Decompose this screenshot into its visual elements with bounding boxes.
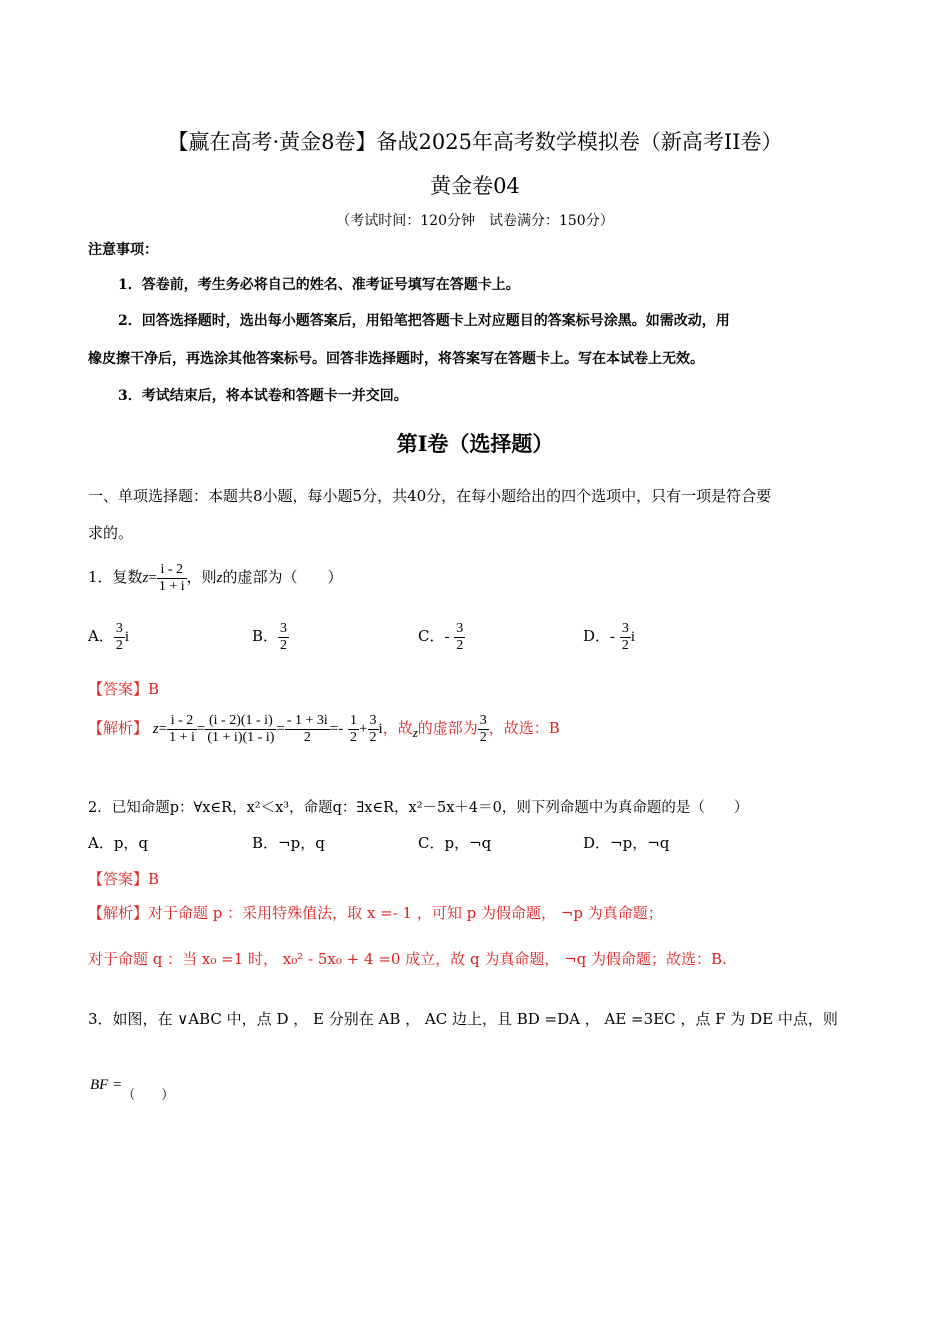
- q1-fraction: [157, 562, 187, 594]
- q3-tail-paren: （ ）: [122, 1088, 175, 1103]
- q1-suffix2: 的虚部为（ ）: [222, 568, 343, 586]
- section-title: 第I卷（选择题）: [396, 431, 554, 456]
- q1-frac-num: i - 2: [157, 562, 187, 578]
- q1-option-d-label: D．: [583, 627, 611, 645]
- q1-option-c-num: 3: [456, 621, 464, 637]
- q1-option-d-frac: [620, 621, 631, 653]
- q1-option-a-tail: i: [124, 629, 130, 645]
- q1-stem: [88, 557, 343, 598]
- q1-option-a-frac: [114, 621, 125, 653]
- q1-option-c-label: C．: [418, 627, 445, 645]
- q1-option-d-sign: -: [610, 629, 616, 645]
- q1-sol-eq3: =: [276, 721, 285, 737]
- q1-option-b-label: B．: [252, 627, 279, 645]
- q1-sol-frac6: [478, 713, 489, 745]
- q1-sol-text3: ，故选：B: [488, 719, 560, 737]
- q1-sol-zvar: z: [412, 725, 418, 740]
- q1-option-d-tail: i: [630, 629, 635, 645]
- section-instruction-cont: 求的。: [88, 524, 134, 542]
- notes-item-1: 1．答卷前，考生务必将自己的姓名、准考证号填写在答题卡上。: [118, 277, 520, 293]
- q2-option-d[interactable]: D．¬p，¬q: [583, 834, 670, 852]
- q1-sol-frac2-num: (i - 2)(1 - i): [205, 713, 276, 729]
- exam-subtitle: 黄金卷04: [430, 174, 520, 198]
- q2-option-c[interactable]: C．p，¬q: [418, 834, 492, 852]
- q1-var-z: z: [142, 570, 149, 586]
- q1-sol-eq2: =: [196, 721, 206, 737]
- q1-sol-i: i: [378, 721, 383, 737]
- q2-option-b[interactable]: B．¬p，q: [252, 834, 325, 852]
- q1-analysis: [88, 706, 560, 755]
- q2-analysis-line2: 对于命题 q ：当 x₀ =1 时， x₀² - 5x₀ + 4 =0 成立，故 q 为真命题， ¬q 为假命题；故选：B.: [88, 950, 727, 968]
- q1-sol-z: z: [152, 721, 159, 737]
- section-instruction: 一、单项选择题：本题共8小题，每小题5分，共40分，在每小题给出的四个选项中，只有一项是符合要: [88, 487, 772, 505]
- q1-sol-frac6-num: 3: [479, 713, 487, 729]
- q2-answer: 【答案】B: [88, 870, 160, 888]
- q1-frac-den: 1 + i: [158, 578, 185, 594]
- q1-sol-text1: ，故: [382, 719, 413, 737]
- q1-sol-eq4: =-: [329, 721, 344, 737]
- q1-sol-frac6-den: 2: [479, 729, 487, 745]
- q1-prefix: 1．复数: [88, 568, 143, 586]
- q1-option-c-sign: -: [444, 629, 450, 645]
- q1-eq: =: [148, 570, 157, 586]
- q1-option-b[interactable]: [252, 616, 289, 656]
- q1-sol-frac1-den: 1 + i: [169, 729, 195, 745]
- notes-item-3: 3．考试结束后，将本试卷和答题卡一并交回。: [118, 388, 408, 404]
- q1-var-z2: z: [216, 570, 223, 586]
- q1-sol-frac3-den: 2: [303, 729, 311, 745]
- q1-option-a-num: 3: [115, 621, 123, 637]
- q1-sol-frac2-den: (1 + i)(1 - i): [207, 729, 275, 745]
- q1-option-b-den: 2: [280, 637, 288, 653]
- q3-stem: 3．如图，在 ∨ABC 中，点 D ， E 分别在 AB ， AC 边上，且 BD =DA ， AE =3EC ，点 F 为 DE 中点，则: [88, 1010, 838, 1028]
- notes-heading: 注意事项：: [88, 242, 158, 258]
- q2-analysis-line1: 【解析】对于命题 p ：采用特殊值法，取 x =- 1 ，可知 p 为假命题， ¬p 为真命题；: [88, 904, 663, 922]
- q1-sol-frac5: [368, 713, 379, 745]
- q2-stem: 2．已知命题p：∀x∈R，x²＜x³，命题q：∃x∈R，x²－5x＋4＝0，则下列命题中为真命题的是（ ）: [88, 800, 749, 816]
- q1-sol-frac1: [167, 713, 197, 745]
- q1-sol-frac1-num: i - 2: [167, 713, 197, 729]
- q1-sol-eq1: =: [158, 721, 168, 737]
- q1-option-d-den: 2: [621, 637, 629, 653]
- exam-info: （考试时间：120分钟 试卷满分：150分）: [336, 213, 614, 229]
- q2-option-a[interactable]: A．p，q: [88, 834, 149, 852]
- exam-title: 【赢在高考·黄金8卷】备战2025年高考数学模拟卷（新高考II卷）: [167, 130, 783, 154]
- q1-option-a-den: 2: [115, 637, 123, 653]
- q1-option-c[interactable]: [418, 616, 465, 657]
- q3-tail-expr: BF =: [90, 1077, 123, 1093]
- q1-option-a[interactable]: [88, 616, 129, 657]
- q1-sol-plus: +: [359, 721, 368, 737]
- notes-item-2-cont: 橡皮擦干净后，再选涂其他答案标号。回答非选择题时，将答案写在答题卡上。写在本试卷上无效。: [88, 351, 704, 367]
- q1-sol-frac4-den: 2: [350, 729, 358, 745]
- q1-option-b-frac: [278, 621, 289, 653]
- q3-tail: [90, 1075, 174, 1103]
- q1-suffix: ，则: [186, 568, 217, 586]
- q1-option-d-num: 3: [621, 621, 629, 637]
- q1-option-d[interactable]: [583, 616, 635, 657]
- q1-sol-frac3-num: - 1 + 3i: [286, 713, 328, 729]
- q1-option-c-den: 2: [456, 637, 464, 653]
- q1-option-b-num: 3: [280, 621, 288, 637]
- q1-sol-text2: 的虚部为: [417, 719, 478, 737]
- q1-answer: 【答案】B: [88, 680, 160, 698]
- q1-sol-frac2: [205, 713, 276, 745]
- q1-sol-frac5-den: 2: [369, 729, 377, 745]
- q1-sol-frac3: [285, 713, 330, 745]
- notes-item-2: 2．回答选择题时，选出每小题答案后，用铅笔把答题卡上对应题目的答案标号涂黑。如需改动，用: [118, 313, 730, 329]
- q1-analysis-label: 【解析】: [88, 719, 149, 737]
- q1-sol-frac4: [348, 713, 359, 745]
- q1-option-c-frac: [454, 621, 465, 653]
- q1-option-a-label: A．: [88, 627, 114, 645]
- q1-sol-frac4-num: 1: [350, 713, 358, 729]
- q1-sol-frac5-num: 3: [369, 713, 377, 729]
